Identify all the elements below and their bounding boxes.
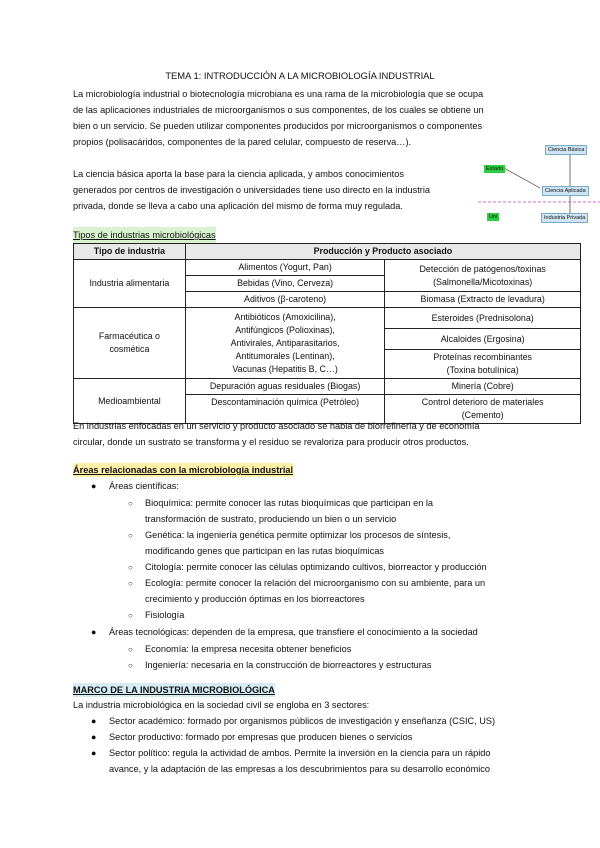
table-cell-type: Industria alimentaria (74, 260, 186, 308)
science-line: privada, donde se lleva a cabo una aplicación del mismo de forma muy regulada. (73, 201, 403, 211)
intro-line: bien o un servicio. Se pueden utilizar componentes producidos por microorganismos o componentes (73, 121, 483, 131)
table-cell: Bebidas (Vino, Cerveza) (185, 276, 385, 292)
marco-item: Sector productivo: formado por empresas que producen bienes o servicios (109, 732, 413, 742)
table-cell: Descontaminación química (Petróleo) (185, 395, 385, 424)
table-cell-line: (Salmonella/Micotoxinas) (433, 276, 533, 287)
diagram-estado: Estado (486, 166, 504, 172)
bullet-circle: ○ (128, 645, 133, 654)
table-cell (385, 350, 581, 379)
table-cell (385, 260, 581, 292)
table-row (74, 379, 581, 395)
areas-heading: Áreas relacionadas con la microbiología industrial (73, 465, 294, 475)
table-cell: Alimentos (Yogurt, Pan) (185, 260, 385, 276)
table-cell-line: Vacunas (Hepatitis B, C…) (232, 363, 338, 374)
science-line: La ciencia básica aporta la base para la ciencia aplicada, y ambos conocimientos (73, 169, 404, 179)
bullet-circle: ○ (128, 579, 133, 588)
bullet-dot: ● (91, 732, 97, 742)
bullet-circle: ○ (128, 611, 133, 620)
marco-heading: MARCO DE LA INDUSTRIA MICROBIOLÓGICA (73, 685, 275, 695)
areas-tecnologicas: Áreas tecnológicas: dependen de la empresa, que transfiere el conocimiento a la sociedad (109, 627, 478, 637)
bullet-circle: ○ (128, 661, 133, 670)
bullet-dot: ● (91, 716, 97, 726)
after-table-line: circular, donde un sustrato se transforma y el residuo se revaloriza para producir otros productos. (73, 437, 469, 447)
table-header-row (74, 244, 581, 260)
diagram-uni: Uni (489, 214, 498, 220)
table-cell-line: Antifúngicos (Polioxinas), (235, 324, 335, 335)
areas-cientificas: Áreas científicas: (109, 481, 179, 491)
table-cell: Esteroides (Prednisolona) (385, 308, 581, 329)
table-cell-line: Antitumorales (Lentinan), (235, 350, 335, 361)
table-cell-line: cosmética (109, 344, 150, 354)
industry-table (73, 243, 581, 424)
table-cell-line: Antivirales, Antiparasitarios, (230, 337, 340, 348)
intro-line: La microbiología industrial o biotecnología microbiana es una rama de la microbiología que se ocupa (73, 89, 484, 99)
table-cell-line: Antibióticos (Amoxicilina), (234, 311, 336, 322)
area-item: Economía: la empresa necesita obtener beneficios (145, 644, 352, 654)
science-line: generados por centros de investigación o universidades tiene uso directo en la industria (73, 185, 431, 195)
table-cell: Depuración aguas residuales (Biogas) (185, 379, 385, 395)
table-cell-line: Detección de patógenos/toxinas (419, 263, 546, 274)
table-header: Tipo de industria (74, 244, 186, 260)
area-item: Genética: la ingeniería genética permite optimizar los procesos de síntesis, (145, 530, 451, 540)
table-cell: Minería (Cobre) (385, 379, 581, 395)
bullet-circle: ○ (128, 531, 133, 540)
after-table-line: En industrias enfocadas en un servicio y producto asociado se habla de biorrefinería y de economía (73, 421, 480, 431)
table-row (74, 308, 581, 329)
marco-item: Sector político: regula la actividad de ambos. Permite la inversión en la ciencia para un rápido (109, 748, 491, 758)
table-cell-line: (Toxina botulínica) (446, 365, 519, 375)
table-cell (185, 308, 385, 379)
table-header: Producción y Producto asociado (185, 244, 580, 260)
diagram-ciencia-basica: Ciencia Básica (545, 145, 587, 155)
bullet-dot: ● (91, 627, 97, 637)
bullet-dot: ● (91, 748, 97, 758)
area-item: Ingeniería: necesaria en la construcción de biorreactores y estructuras (145, 660, 432, 670)
table-heading: Tipos de industrias microbiológicas (73, 227, 216, 243)
table-cell-line: Control deterioro de materiales (421, 397, 544, 407)
area-item-cont: modificando genes que participan en las rutas bioquímicas (145, 546, 385, 556)
table-cell-line: Farmacéutica o (98, 331, 160, 341)
bullet-circle: ○ (128, 499, 133, 508)
area-item: Ecología: permite conocer la relación del microorganismo con su ambiente, para un (145, 578, 486, 588)
table-cell: Aditivos (β-caroteno) (185, 292, 385, 308)
area-item: Bioquímica: permite conocer las rutas bioquímicas que participan en la (145, 498, 434, 508)
table-cell-line: (Cemento) (461, 410, 504, 420)
bullet-dot: ● (91, 481, 97, 491)
table-cell-line: Proteínas recombinantes (433, 352, 532, 362)
table-cell: Biomasa (Extracto de levadura) (385, 292, 581, 308)
area-item: Citología: permite conocer las células optimizando cultivos, biorreactor y producción (145, 562, 487, 572)
intro-line: propios (polisacáridos, componentes de la pared celular, compuesto de reserva…). (73, 137, 412, 147)
table-cell-type (74, 308, 186, 379)
intro-line: de las aplicaciones industriales de microorganismos o sus componentes, de los cuales se obtiene un (73, 105, 484, 115)
area-item-cont: transformación de sustrato, produciendo un bien o un servicio (145, 514, 397, 524)
bullet-circle: ○ (128, 563, 133, 572)
marco-intro: La industria microbiológica en la sociedad civil se engloba en 3 sectores: (73, 700, 370, 710)
page-title: TEMA 1: INTRODUCCIÓN A LA MICROBIOLOGÍA INDUSTRIAL (165, 70, 435, 81)
table-row (74, 260, 581, 276)
area-item-cont: crecimiento y producción óptimas en los biorreactores (145, 594, 365, 604)
marco-item-cont: avance, y la adaptación de las empresas a los descubrimientos para su desarrollo económico (109, 764, 490, 774)
marco-item: Sector académico: formado por organismos públicos de investigación y enseñanza (CSIC, US) (109, 716, 496, 726)
area-item: Fisiología (145, 610, 185, 620)
diagram-ciencia-aplicada: Ciencia Aplicada (542, 186, 589, 196)
diagram-industria-privada: Industria Privada (541, 213, 588, 223)
table-cell-type: Medioambiental (74, 379, 186, 424)
table-cell: Alcaloides (Ergosina) (385, 329, 581, 350)
